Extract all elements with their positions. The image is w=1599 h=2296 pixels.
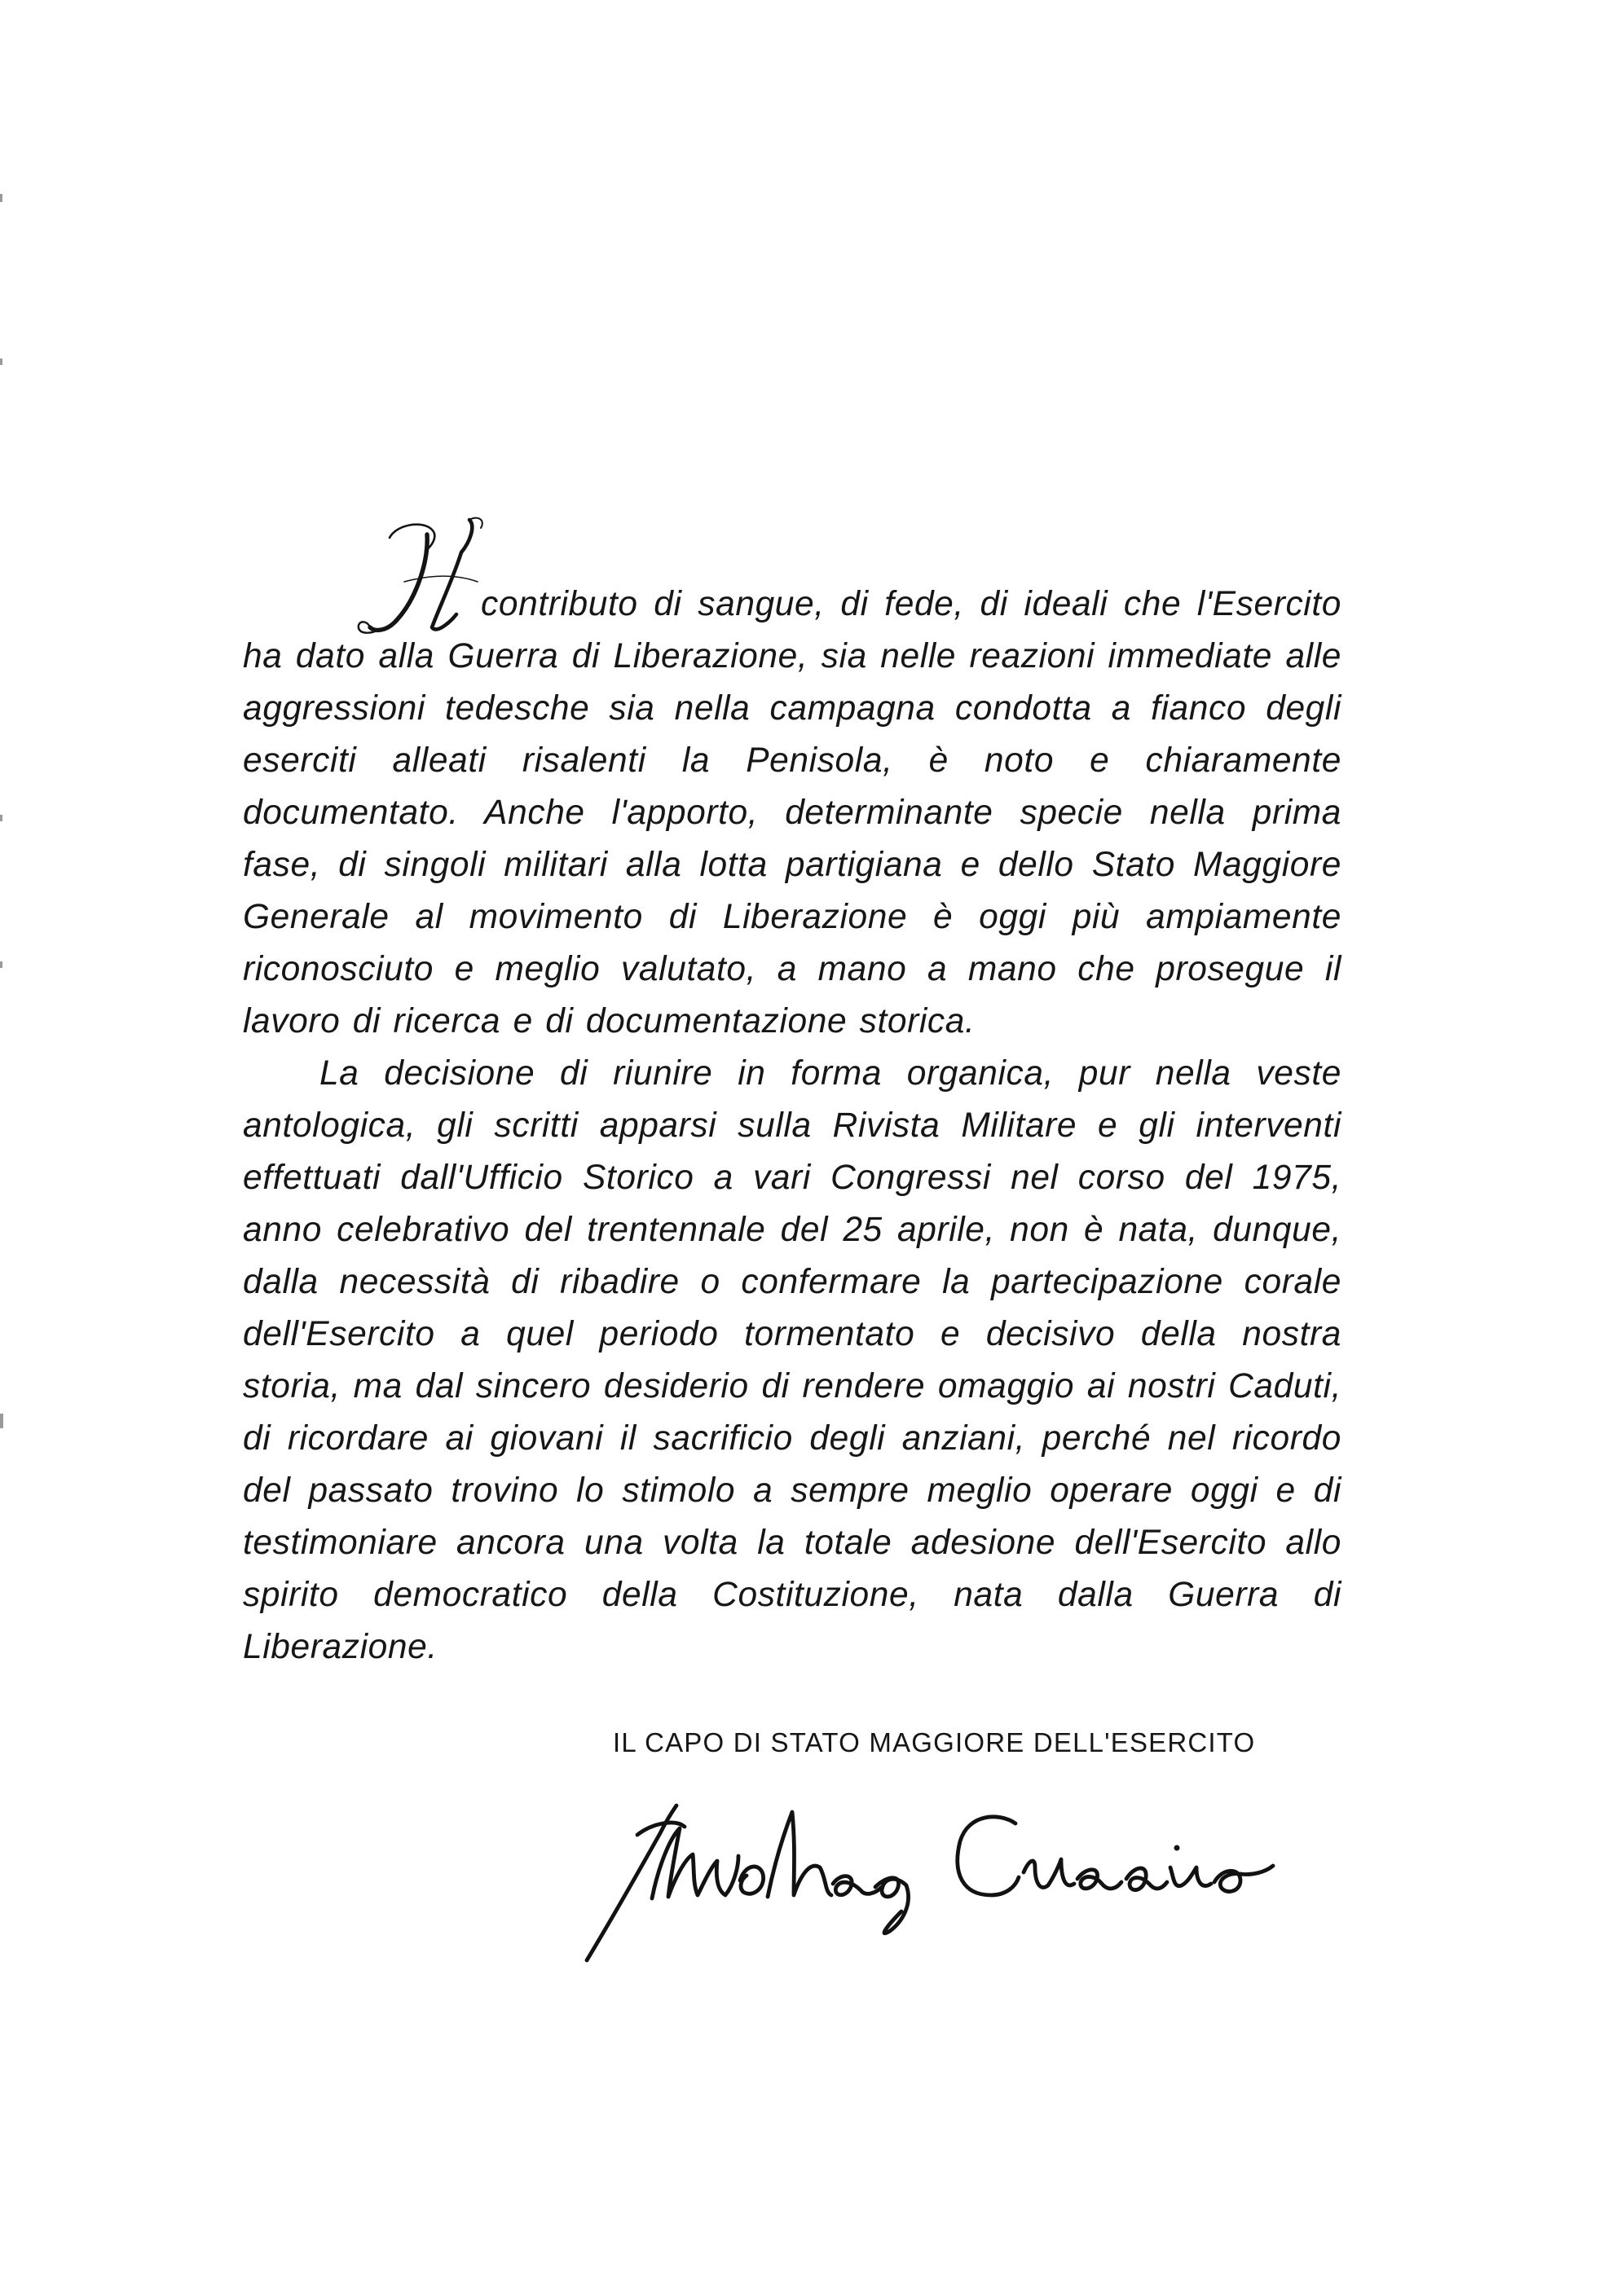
scan-margin-mark	[0, 815, 2, 821]
signatory-title: IL CAPO DI STATO MAGGIORE DELL'ESERCITO	[613, 1727, 1256, 1757]
scan-margin-mark	[0, 961, 2, 968]
scan-margin-mark	[0, 358, 2, 365]
scan-margin-mark	[0, 194, 2, 202]
drop-cap-initial	[347, 513, 510, 644]
paragraph-1	[243, 578, 1341, 1048]
letter-body	[243, 578, 1341, 1674]
handwritten-signature	[579, 1776, 1345, 1972]
paragraph-1-text: contributo di sangue, di fede, di ideali che l'Esercito ha dato alla Guerra di Liberazione, sia nelle reazioni immediate alle aggressioni tedesche sia nella campagna condotta a fianco degli eserciti alleati risalenti la Penisola, è noto e chiaramente documentato. Anche l'apporto, determinante specie nella prima fase, di singoli militari alla lotta partigiana e dello Stato Maggiore Generale al movimento di Liberazione è oggi più ampiamente riconosciuto e meglio valutato, a mano a mano che prosegue il lavoro di ricerca e di documentazione storica.	[243, 585, 1341, 1040]
scan-margin-mark	[0, 1414, 3, 1428]
paragraph-2: La decisione di riunire in forma organica, pur nella veste antologica, gli scritti apparsi sulla Rivista Militare e gli interventi effettuati dall'Ufficio Storico a vari Congressi nel corso del 1975, anno celebrativo del trentennale del 25 aprile, non è nata, dunque, dalla necessità di ribadire o confermare la partecipazione corale dell'Esercito a quel periodo tormentato e decisivo della nostra storia, ma dal sincero desiderio di rendere omaggio ai nostri Caduti, di ricordare ai giovani il sacrificio degli anziani, perché nel ricordo del passato trovino lo stimolo a sempre meglio operare oggi e di testimoniare ancora una volta la totale adesione dell'Esercito allo spirito democratico della Costituzione, nata dalla Guerra di Liberazione.	[243, 1054, 1341, 1666]
